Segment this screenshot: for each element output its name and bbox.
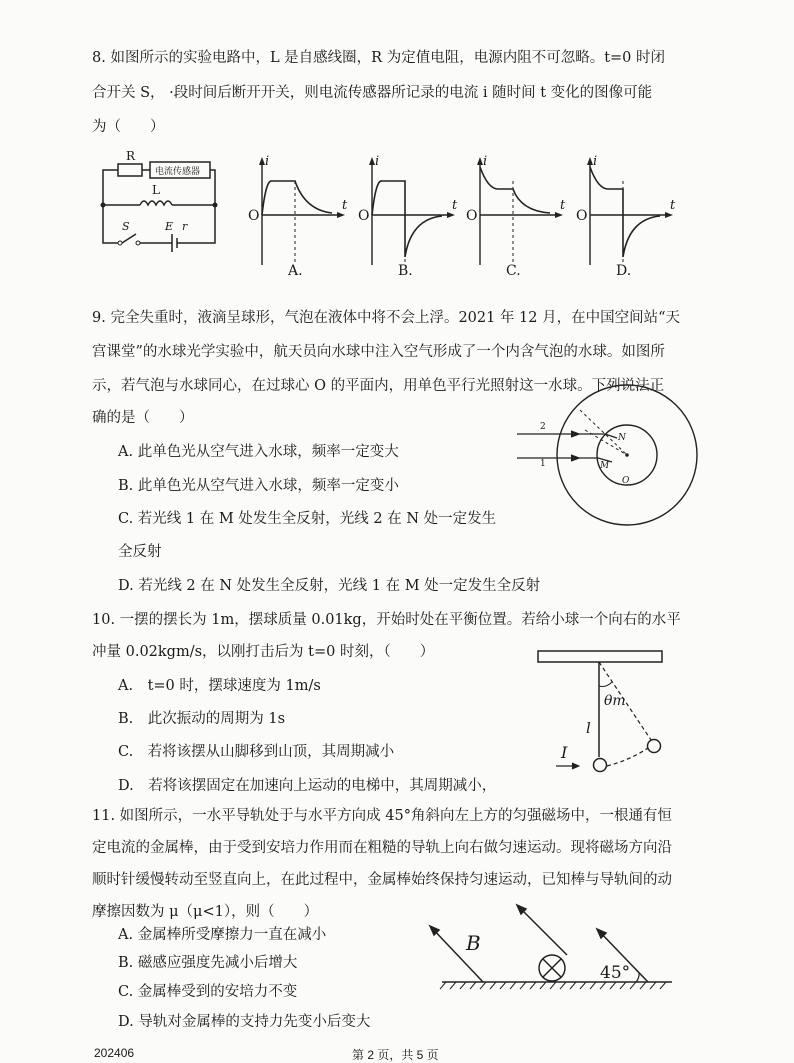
point-m-label: M (600, 461, 610, 471)
point-n-label: N (618, 433, 626, 443)
q11-option-b: B. 磁感应强度先减小后增大 (118, 955, 298, 971)
q9-option-b: B. 此单色光从空气进入水球，频率一定变小 (118, 478, 399, 494)
switch-label: S (122, 220, 130, 233)
q10-line2: 冲量 0.02kgm/s，以刚打击后为 t=0 时刻，（ ） (92, 644, 435, 660)
q10-option-c: C. 若将该摆从山脚移到山顶，其周期减小 (118, 744, 395, 760)
q9-line2: 宫课堂”的水球光学实验中，航天员向水球中注入空气形成了一个内含气泡的水球。如图所 (92, 344, 665, 360)
q9-option-a: A. 此单色光从空气进入水球，频率一定变大 (118, 444, 399, 460)
q9-option-c: C. 若光线 1 在 M 处发生全反射，光线 2 在 N 处一定发生 (118, 511, 497, 527)
resistor-label: R (126, 149, 136, 163)
t-axis-label: t (670, 198, 676, 213)
q10-option-d: D. 若将该摆固定在加速向上运动的电梯中，其周期减小， (118, 778, 497, 794)
center-o-label: O (622, 476, 630, 486)
ray-2-label: 2 (540, 422, 546, 432)
q11-option-c: C. 金属棒受到的安培力不变 (118, 984, 298, 1000)
q9-option-c-cont: 全反射 (118, 544, 162, 560)
ray-1-label: 1 (540, 459, 546, 469)
theta-label: θm (604, 693, 626, 709)
option-label-b: B. (398, 263, 413, 279)
origin-label: O (248, 208, 260, 224)
q9-line1: 9. 完全失重时，液滴呈球形，气泡在液体中将不会上浮。2021 年 12 月，在中国空间站“天 (92, 310, 681, 326)
angle-label: 45° (600, 963, 631, 983)
option-label-c: C. (506, 263, 521, 279)
q11-line2: 定电流的金属棒，由于受到安培力作用而在粗糙的导轨上向右做匀速运动。现将磁场方向沿 (92, 840, 672, 856)
q9-line3: 示，若气泡与水球同心，在过球心 O 的平面内，用单色平行光照射这一水球。下列说法正 (92, 378, 665, 394)
q11-line1: 11. 如图所示，一水平导轨处于与水平方向成 45°角斜向左上方的匀强磁场中，一根通有恒 (92, 808, 672, 824)
emf-label: E (165, 220, 174, 233)
i-axis-label: i (483, 154, 488, 169)
t-axis-label: t (452, 198, 458, 213)
i-axis-label: i (265, 154, 270, 169)
q8-line1: 8. 如图所示的实验电路中，L 是自感线圈，R 为定值电阻，电源内阻不可忽略。t=0 时闭 (92, 50, 666, 66)
option-label-d: D. (616, 263, 632, 279)
field-b-label: B (466, 931, 481, 955)
i-axis-label: i (593, 154, 598, 169)
q11-line3: 顺时针缓慢转动至竖直向上，在此过程中，金属棒始终保持匀速运动，已知棒与导轨间的动 (92, 872, 672, 888)
i-axis-label: i (375, 154, 380, 169)
t-axis-label: t (342, 198, 348, 213)
internal-resistance-label: r (182, 220, 188, 233)
option-label-a: A. (288, 263, 303, 279)
q8-line3: 为（ ） (92, 119, 165, 135)
q8-line2: 合开关 S， ·段时间后断开开关，则电流传感器所记录的电流 i 随时间 t 变化的图像可能 (92, 85, 653, 101)
origin-label: O (576, 208, 588, 224)
q10-line1: 10. 一摆的摆长为 1m，摆球质量 0.01kg，开始时处在平衡位置。若给小球一个向右的水平 (92, 612, 681, 628)
exam-code: 202406 (94, 1046, 135, 1060)
q10-option-b: B. 此次振动的周期为 1s (118, 711, 286, 727)
page-number: 第 2 页，共 5 页 (352, 1048, 439, 1062)
impulse-label: I (561, 743, 568, 762)
q11-option-a: A. 金属棒所受摩擦力一直在减小 (118, 927, 327, 943)
q10-option-a: A. t=0 时，摆球速度为 1m/s (118, 678, 321, 694)
origin-label: O (466, 208, 478, 224)
q11-option-d: D. 导轨对金属棒的支持力先变小后变大 (118, 1014, 371, 1030)
q9-option-d: D. 若光线 2 在 N 处发生全反射，光线 1 在 M 处一定发生全反射 (118, 578, 541, 594)
current-sensor-label: 电流传感器 (155, 167, 201, 177)
inductor-label: L (152, 183, 160, 197)
length-label: l (586, 719, 591, 737)
q11-line4: 摩擦因数为 μ（μ<1），则（ ） (92, 904, 319, 920)
t-axis-label: t (560, 198, 566, 213)
q9-line4: 确的是（ ） (92, 410, 194, 426)
origin-label: O (358, 208, 370, 224)
